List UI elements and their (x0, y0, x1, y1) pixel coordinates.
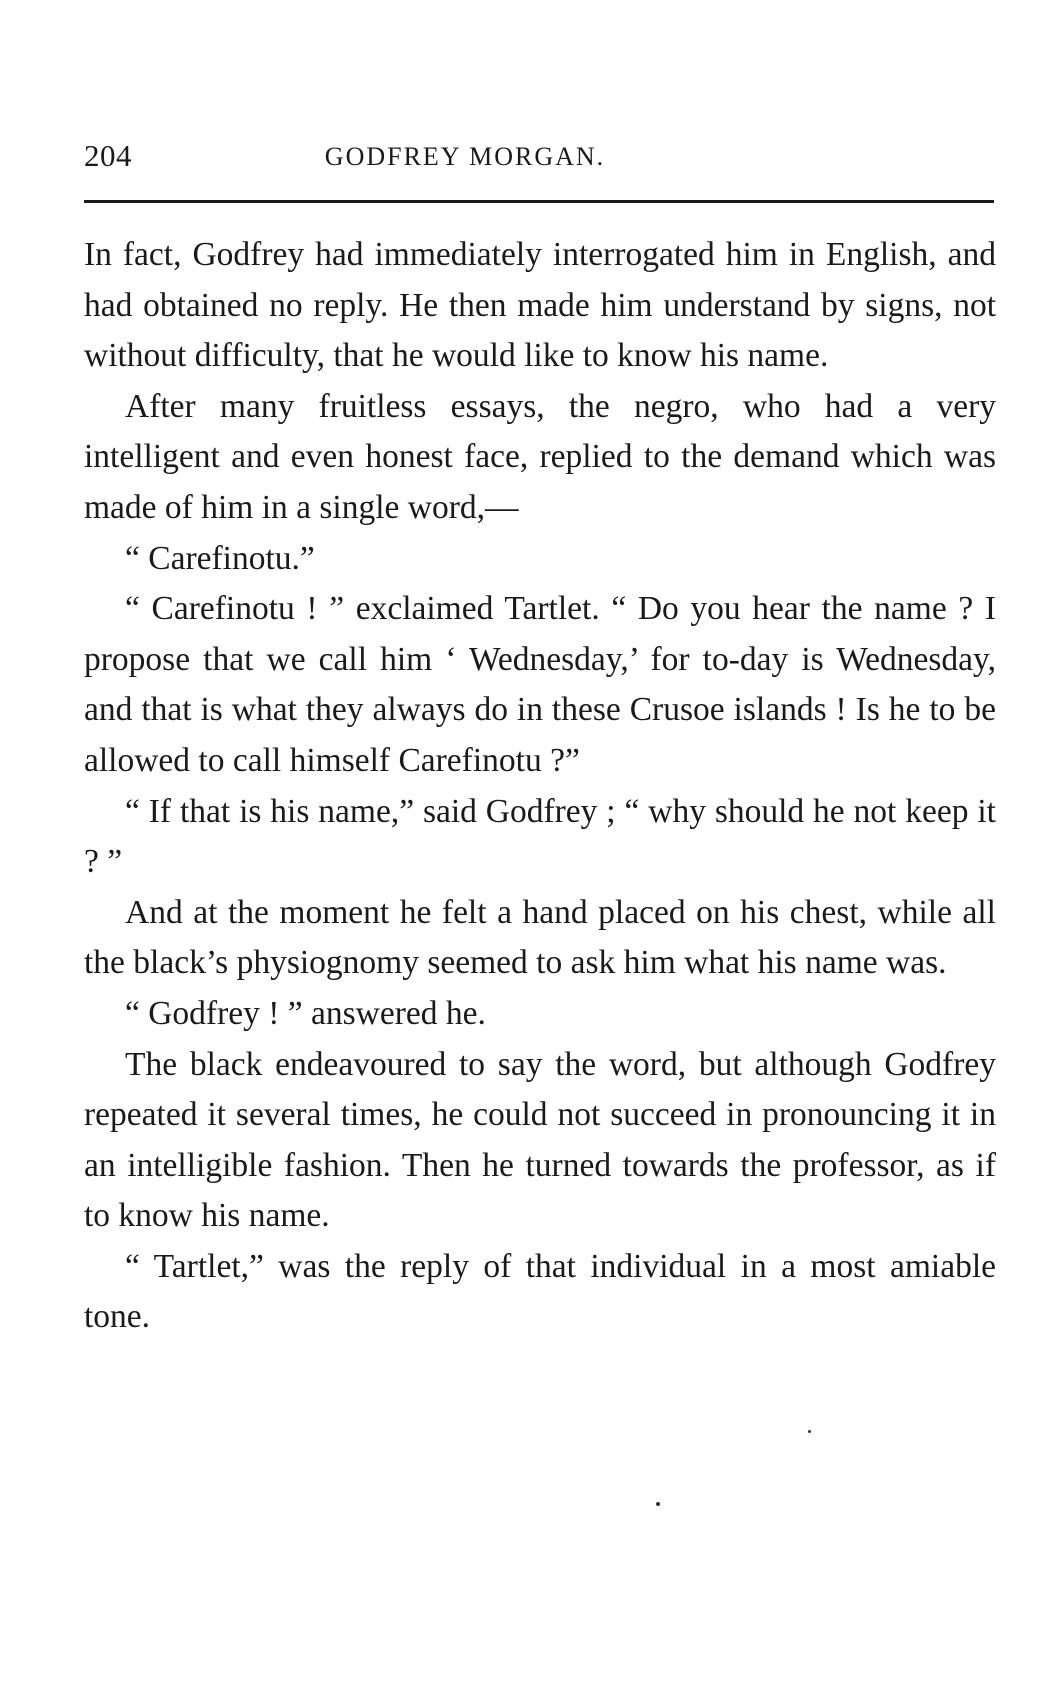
paragraph: “ If that is his name,” said Godfrey ; “ why should he not keep it ? ” (84, 792, 996, 881)
paragraph: In fact, Godfrey had immediately interrogated him in English, and had obtained no reply. He then made him understand by signs, not without difficulty, that he would like to know his name. (84, 236, 996, 375)
paragraph: “ Godfrey ! ” answered he. (125, 994, 486, 1032)
running-head (84, 138, 996, 178)
running-title: GODFREY MORGAN. (324, 142, 606, 171)
page-number: 204 (84, 138, 132, 173)
paragraph: And at the moment he felt a hand placed on his chest, while all the black’s physiognomy seemed to ask him what his name was. (84, 893, 996, 982)
body-text (84, 230, 996, 1343)
header-rule (84, 200, 994, 203)
paragraph: “ Tartlet,” was the reply of that individual in a most amiable tone. (84, 1247, 996, 1336)
paragraph: The black endeavoured to say the word, but although Godfrey repeated it several times, he could not succeed in pronouncing it in an intelligible fashion. Then he turned towards the professor, as if to know his name. (84, 1045, 996, 1235)
paragraph: “ Carefinotu ! ” exclaimed Tartlet. “ Do you hear the name ? I propose that we call him ‘ Wednesday,’ for to-day is Wednesday, and that is what they always do in these Crusoe islands ! Is he to be allowed to call himself Carefinotu ?” (84, 590, 996, 779)
paragraph: “ Carefinotu.” (125, 539, 315, 577)
print-speck (808, 1430, 811, 1433)
print-speck (656, 1502, 660, 1506)
paragraph: After many fruitless essays, the negro, who had a very intelligent and even honest face, replied to the demand which was made of him in a single word,— (84, 387, 996, 526)
